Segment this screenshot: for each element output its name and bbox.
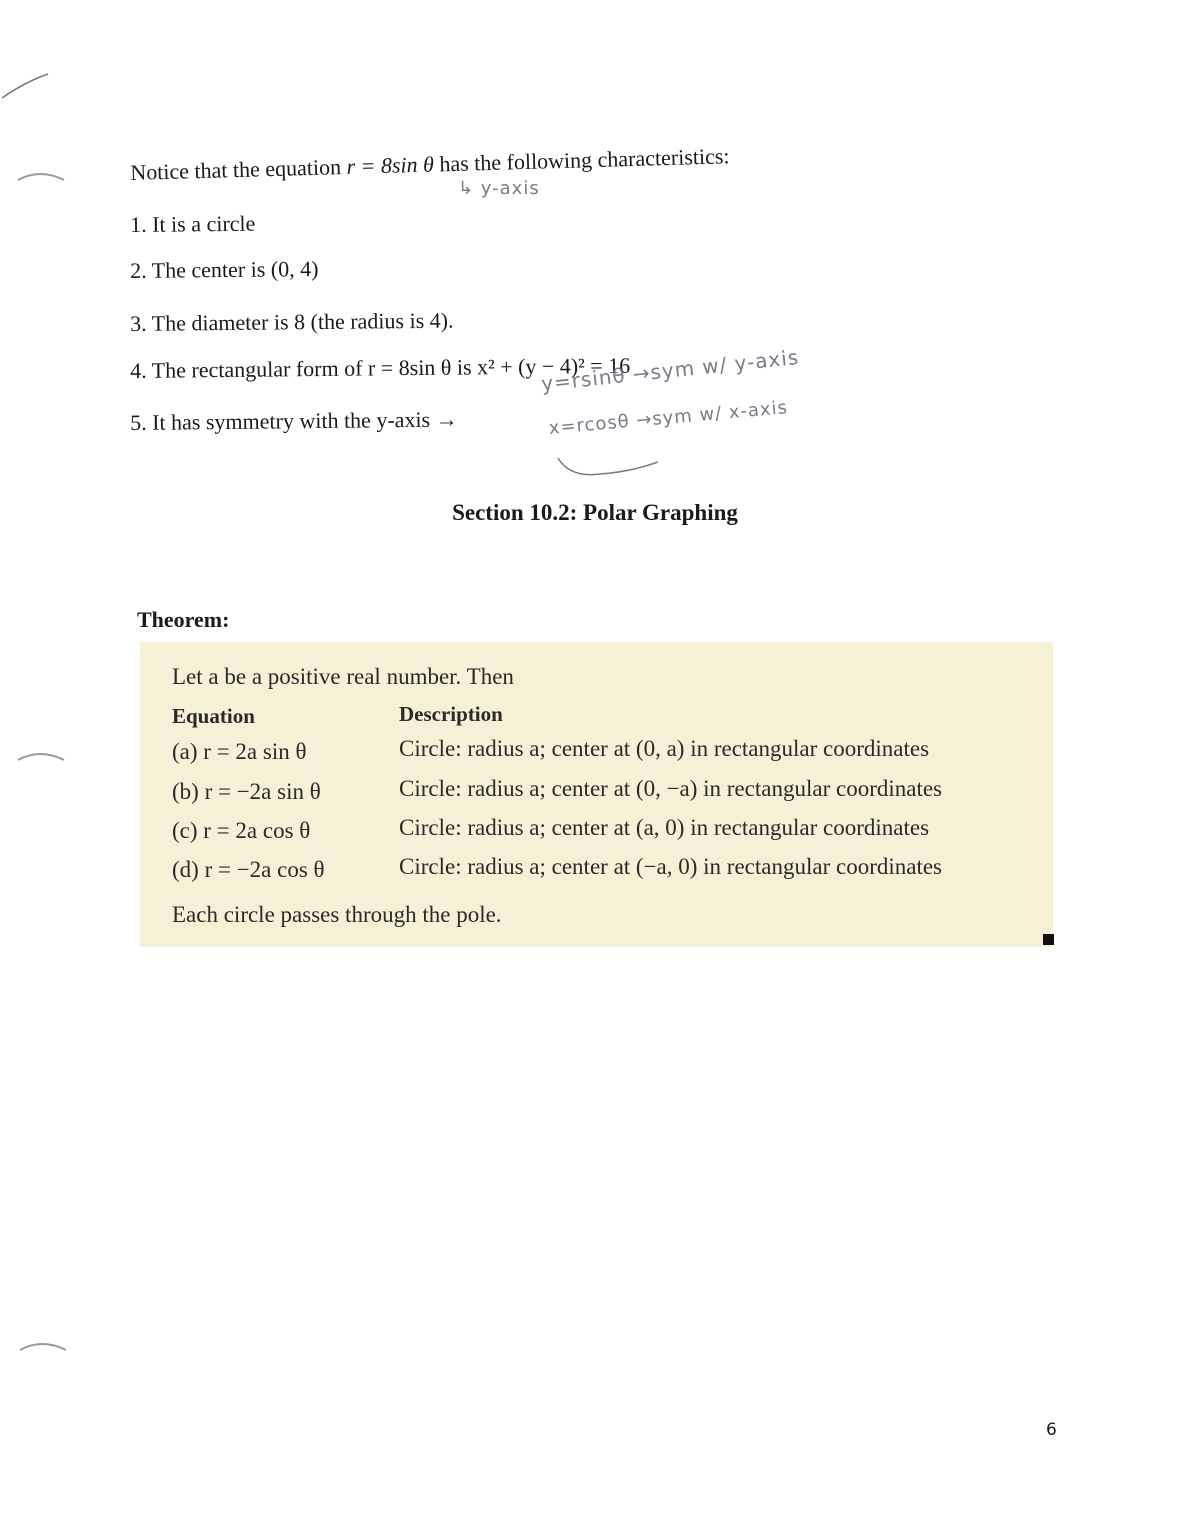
theorem-row-b-equation: (b) r = −2a sin θ [172,779,321,804]
handwritten-note-line1: y=rsinθ →sym w/ y-axis [540,344,801,396]
notice-line [130,143,730,186]
column-header-description: Description [399,702,503,726]
characteristic-5: 5. It has symmetry with the y-axis → [130,406,458,435]
theorem-row-c-description: Circle: radius a; center at (a, 0) in rectangular coordinates [399,815,930,840]
theorem-row-d-description: Circle: radius a; center at (−a, 0) in rectangular coordinates [399,854,943,879]
characteristic-3: 3. The diameter is 8 (the radius is 4). [130,307,454,336]
theorem-footer: Each circle passes through the pole. [172,902,502,927]
theorem-label: Theorem: [137,607,230,632]
scan-marks [0,0,80,1400]
hole-shadow-middle [18,754,64,760]
theorem-intro: Let a be a positive real number. Then [172,664,514,689]
handwritten-note-y-axis: ↳ y-axis [458,178,540,199]
hole-shadow-bottom [20,1344,66,1350]
notice-suffix: has the following characteristics: [439,143,730,177]
notice-equation: r = 8sin θ [346,151,435,179]
characteristic-4: 4. The rectangular form of r = 8sin θ is x² + (y − 4)² = 16 [130,352,631,383]
section-title: Section 10.2: Polar Graphing [452,500,738,525]
characteristic-1: 1. It is a circle [130,210,256,237]
theorem-row-a-description: Circle: radius a; center at (0, a) in rectangular coordinates [399,736,930,761]
characteristic-2: 2. The center is (0, 4) [130,256,319,283]
pencil-stroke [2,74,48,98]
column-header-equation: Equation [172,704,255,728]
theorem-row-d-equation: (d) r = −2a cos θ [172,857,325,882]
theorem-row-a-equation: (a) r = 2a sin θ [172,739,307,764]
notice-prefix: Notice that the equation [130,154,342,185]
handwritten-curve [550,450,670,490]
theorem-box [140,642,1053,947]
page-number: 6 [1046,1420,1057,1440]
hole-shadow-top [18,174,64,180]
theorem-row-b-description: Circle: radius a; center at (0, −a) in rectangular coordinates [399,776,943,801]
theorem-row-c-equation: (c) r = 2a cos θ [172,818,311,843]
end-of-theorem-marker [1043,934,1054,945]
handwritten-note-line2: x=rcosθ →sym w/ x-axis [548,397,789,439]
